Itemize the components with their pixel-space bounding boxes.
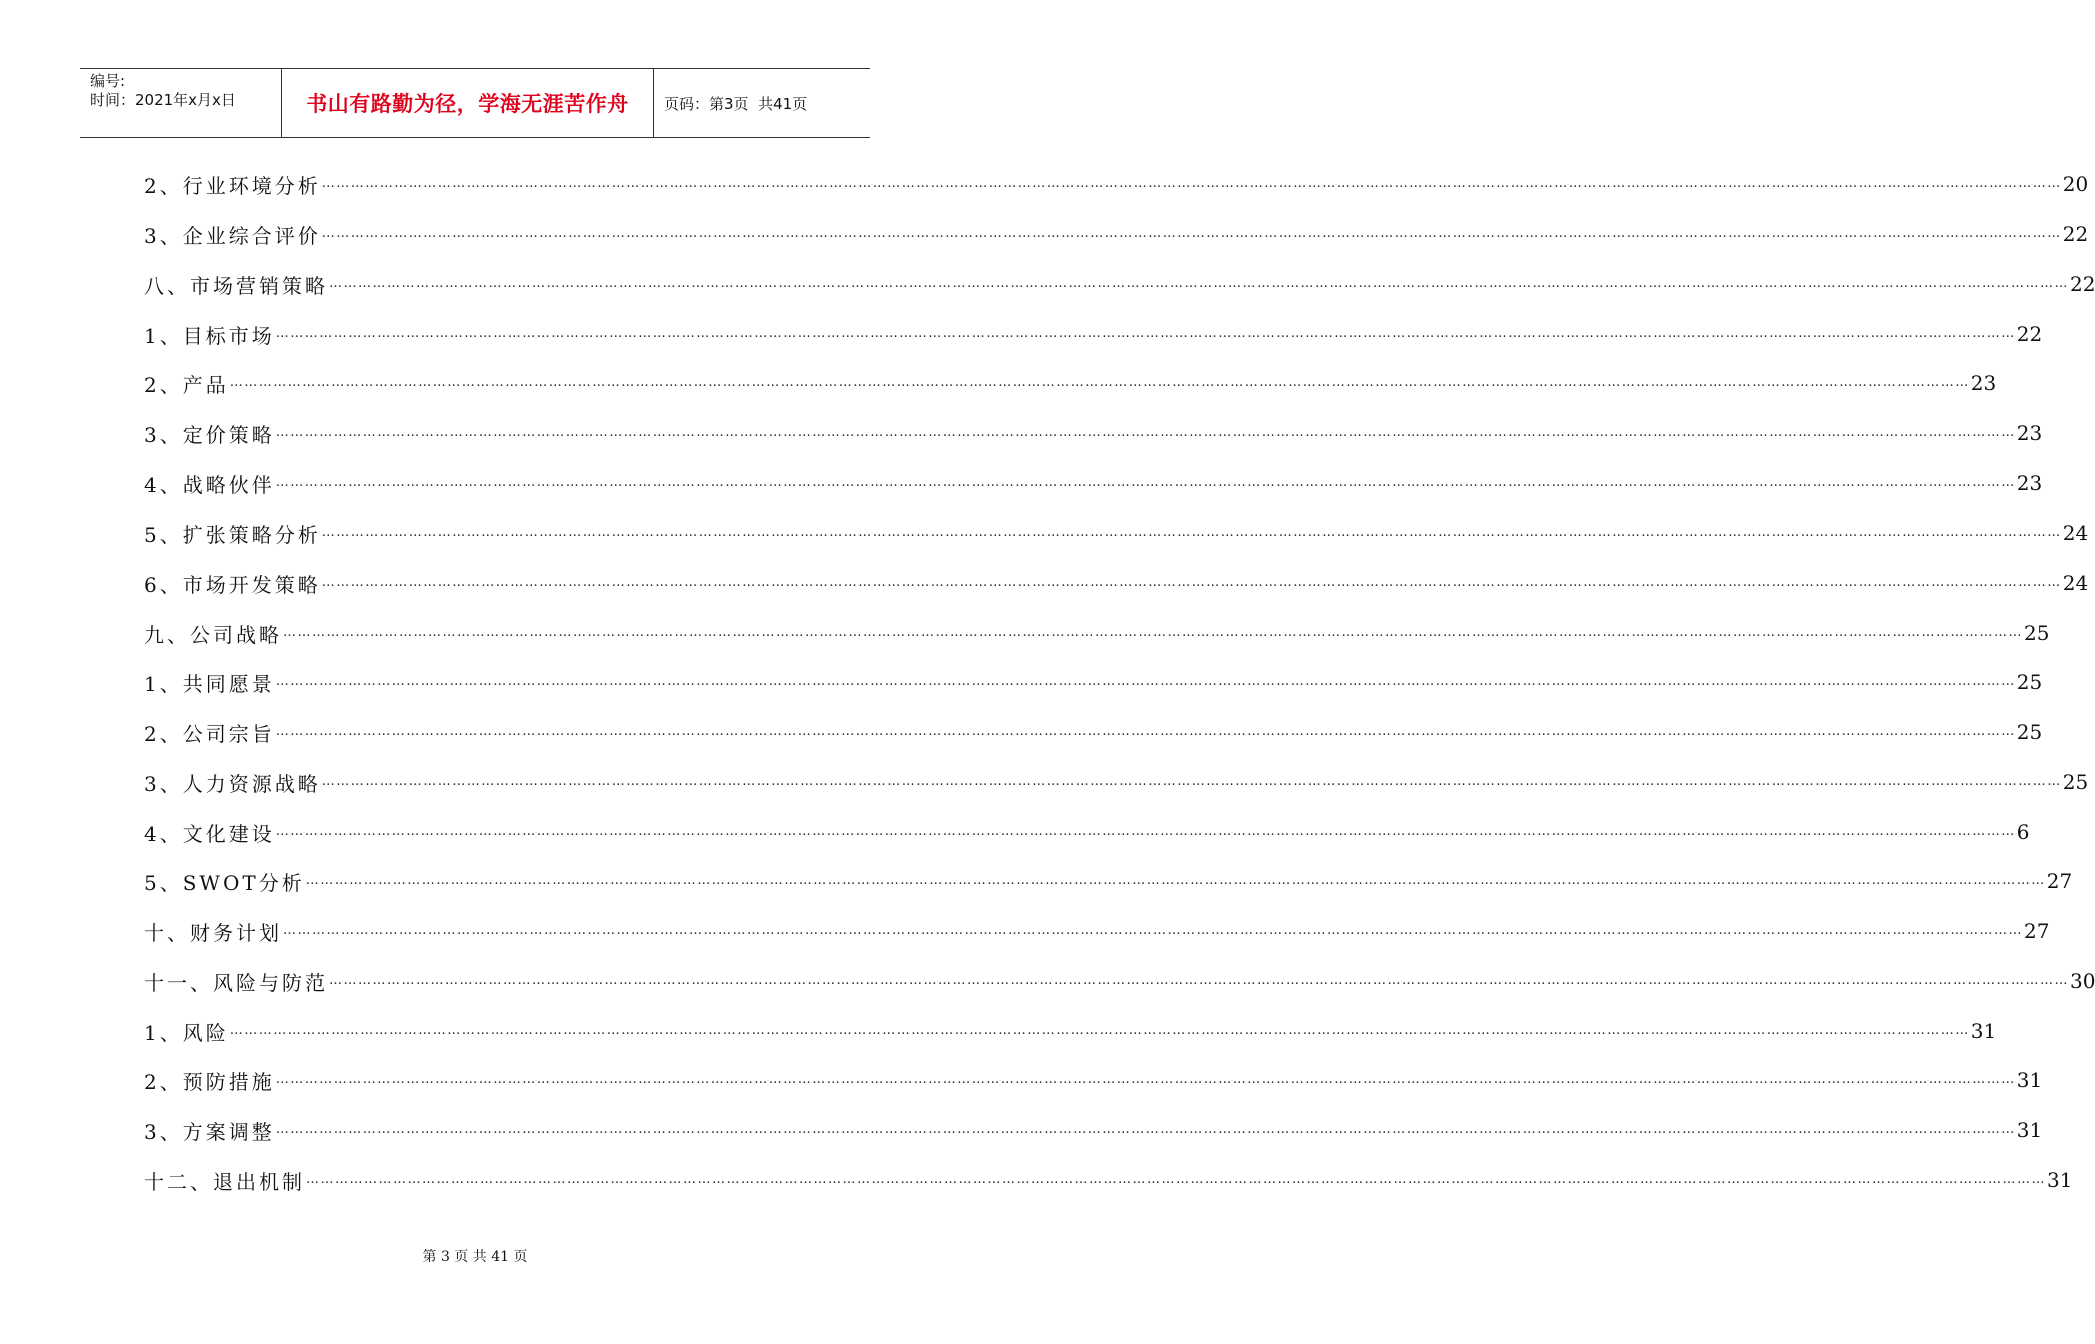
toc-entry-label: 九、公司战略 — [144, 622, 282, 647]
toc-entry-page: 20 — [2062, 172, 2089, 196]
toc-entry-page: 23 — [1970, 371, 1997, 395]
toc-entry[interactable] — [144, 911, 2050, 951]
toc-leader-dots: ……………………………………………………………………………………………………………………………………………………………………………………………………………………………………………………………………………………………………………………………… — [306, 1172, 2046, 1187]
toc-entry[interactable] — [144, 712, 2043, 752]
toc-entry[interactable] — [144, 314, 2043, 354]
toc-entry-label: 1、目标市场 — [144, 323, 275, 348]
toc-leader-dots: ……………………………………………………………………………………………………………………………………………………………………………………………………………………………………………………………………………………………………………………………… — [229, 375, 1970, 390]
toc-entry-page: 22 — [2062, 222, 2089, 246]
toc-entry-page: 23 — [2016, 421, 2043, 445]
toc-entry[interactable] — [144, 563, 2089, 603]
toc-entry-page: 23 — [2016, 471, 2043, 495]
toc-entry-label: 4、战略伙伴 — [144, 472, 275, 497]
toc-leader-dots: ……………………………………………………………………………………………………………………………………………………………………………………………………………………………………………………………………………………………………………………………… — [283, 923, 2023, 938]
toc-entry[interactable] — [144, 513, 2089, 553]
toc-entry-page: 6 — [2016, 820, 2030, 844]
toc-entry[interactable] — [144, 861, 2073, 901]
toc-entry-page: 27 — [2024, 919, 2050, 943]
header-motto: 书山有路勤为径，学海无涯苦作舟 — [306, 92, 629, 116]
header-time-label: 时间：2021年x月x日 — [90, 91, 236, 109]
toc-leader-dots: ……………………………………………………………………………………………………………………………………………………………………………………………………………………………………………………………………………………………………………………………… — [329, 276, 2069, 291]
page-footer: 第 3 页 共 41 页 — [422, 1249, 528, 1265]
toc-leader-dots: ……………………………………………………………………………………………………………………………………………………………………………………………………………………………………………………………………………………………………………………………… — [275, 475, 2016, 490]
toc-leader-dots: ……………………………………………………………………………………………………………………………………………………………………………………………………………………………………………………………………………………………………………………………… — [321, 575, 2062, 590]
toc-entry-page: 30 — [2070, 969, 2095, 993]
toc-leader-dots: ……………………………………………………………………………………………………………………………………………………………………………………………………………………………………………………………………………………………………………………………… — [321, 525, 2062, 540]
toc-leader-dots: ……………………………………………………………………………………………………………………………………………………………………………………………………………………………………………………………………………………………………………………………… — [275, 724, 2016, 739]
header-meta — [80, 69, 282, 137]
toc-entry-page: 25 — [2062, 770, 2089, 794]
toc-leader-dots: ……………………………………………………………………………………………………………………………………………………………………………………………………………………………………………………………………………………………………………………………… — [275, 326, 2016, 341]
header-number-label: 编号: — [90, 72, 126, 90]
toc-entry-label: 3、人力资源战略 — [144, 771, 321, 796]
toc-entry[interactable] — [144, 164, 2089, 204]
toc-leader-dots: ……………………………………………………………………………………………………………………………………………………………………………………………………………………………………………………………………………………………………………………………… — [229, 1023, 1970, 1038]
toc-entry-label: 十一、风险与防范 — [144, 970, 328, 995]
toc-entry-label: 十二、退出机制 — [144, 1169, 305, 1194]
toc-entry-label: 十、财务计划 — [144, 920, 282, 945]
toc-entry[interactable] — [144, 961, 2095, 1001]
toc-entry-label: 1、风险 — [144, 1020, 229, 1045]
toc-entry-label: 1、共同愿景 — [144, 671, 275, 696]
toc-leader-dots: ……………………………………………………………………………………………………………………………………………………………………………………………………………………………………………………………………………………………………………………………… — [321, 176, 2062, 191]
toc-entry[interactable] — [144, 1160, 2073, 1200]
toc-entry-label: 3、方案调整 — [144, 1119, 275, 1144]
toc-leader-dots: ……………………………………………………………………………………………………………………………………………………………………………………………………………………………………………………………………………………………………………………………… — [321, 774, 2062, 789]
toc-entry-page: 22 — [2070, 272, 2095, 296]
toc-entry-page: 22 — [2016, 322, 2043, 346]
toc-entry[interactable] — [144, 1060, 2043, 1100]
header-page-info: 页码：第3页 共41页 — [664, 94, 808, 113]
toc-entry-page: 24 — [2062, 571, 2089, 595]
toc-entry[interactable] — [144, 1011, 1997, 1051]
toc-entry-label: 2、预防措施 — [144, 1069, 275, 1094]
toc-entry[interactable] — [144, 762, 2089, 802]
toc-entry-label: 4、文化建设 — [144, 821, 275, 846]
toc-entry-page: 31 — [2047, 1168, 2073, 1192]
toc-entry-label: 八、市场营销策略 — [144, 273, 328, 298]
toc-entry-label: 6、市场开发策略 — [144, 572, 321, 597]
toc-leader-dots: ……………………………………………………………………………………………………………………………………………………………………………………………………………………………………………………………………………………………………………………………… — [283, 625, 2023, 640]
toc-leader-dots: ……………………………………………………………………………………………………………………………………………………………………………………………………………………………………………………………………………………………………………………………… — [321, 226, 2062, 241]
toc-entry-label: 3、定价策略 — [144, 422, 275, 447]
toc-entry[interactable] — [144, 413, 2043, 453]
toc-entry[interactable] — [144, 662, 2043, 702]
toc-entry-page: 31 — [2016, 1068, 2043, 1092]
toc-leader-dots: ……………………………………………………………………………………………………………………………………………………………………………………………………………………………………………………………………………………………………………………………… — [275, 1122, 2016, 1137]
toc-entry-label: 2、产品 — [144, 372, 229, 397]
header-motto-cell — [282, 69, 654, 137]
toc-entry-page: 27 — [2046, 869, 2073, 893]
toc-leader-dots: ……………………………………………………………………………………………………………………………………………………………………………………………………………………………………………………………………………………………………………………………… — [329, 973, 2069, 988]
toc-entry-label: 2、行业环境分析 — [144, 173, 321, 198]
toc-entry[interactable] — [144, 812, 2030, 852]
toc-entry-page: 31 — [2016, 1118, 2043, 1142]
toc-entry-page: 25 — [2016, 670, 2043, 694]
toc-entry-label: 2、公司宗旨 — [144, 721, 275, 746]
page-header — [80, 68, 870, 138]
toc-entry[interactable] — [144, 264, 2095, 304]
toc-entry[interactable] — [144, 613, 2050, 653]
toc-entry-page: 24 — [2062, 521, 2089, 545]
toc-entry[interactable] — [144, 363, 1997, 403]
toc-entry-page: 31 — [1970, 1019, 1997, 1043]
toc-entry[interactable] — [144, 214, 2089, 254]
toc-entry[interactable] — [144, 463, 2043, 503]
toc-entry[interactable] — [144, 1110, 2043, 1150]
toc-leader-dots: ……………………………………………………………………………………………………………………………………………………………………………………………………………………………………………………………………………………………………………………………… — [275, 1072, 2016, 1087]
toc-leader-dots: ……………………………………………………………………………………………………………………………………………………………………………………………………………………………………………………………………………………………………………………………… — [305, 873, 2046, 888]
toc-entry-label: 5、SWOT分析 — [144, 870, 305, 895]
toc-leader-dots: ……………………………………………………………………………………………………………………………………………………………………………………………………………………………………………………………………………………………………………………………… — [275, 425, 2016, 440]
toc-leader-dots: ……………………………………………………………………………………………………………………………………………………………………………………………………………………………………………………………………………………………………………………………… — [275, 674, 2016, 689]
toc-entry-label: 3、企业综合评价 — [144, 223, 321, 248]
toc-entry-label: 5、扩张策略分析 — [144, 522, 321, 547]
toc-entry-page: 25 — [2024, 621, 2050, 645]
toc-entry-page: 25 — [2016, 720, 2043, 744]
toc-leader-dots: ……………………………………………………………………………………………………………………………………………………………………………………………………………………………………………………………………………………………………………………………… — [275, 824, 2016, 839]
